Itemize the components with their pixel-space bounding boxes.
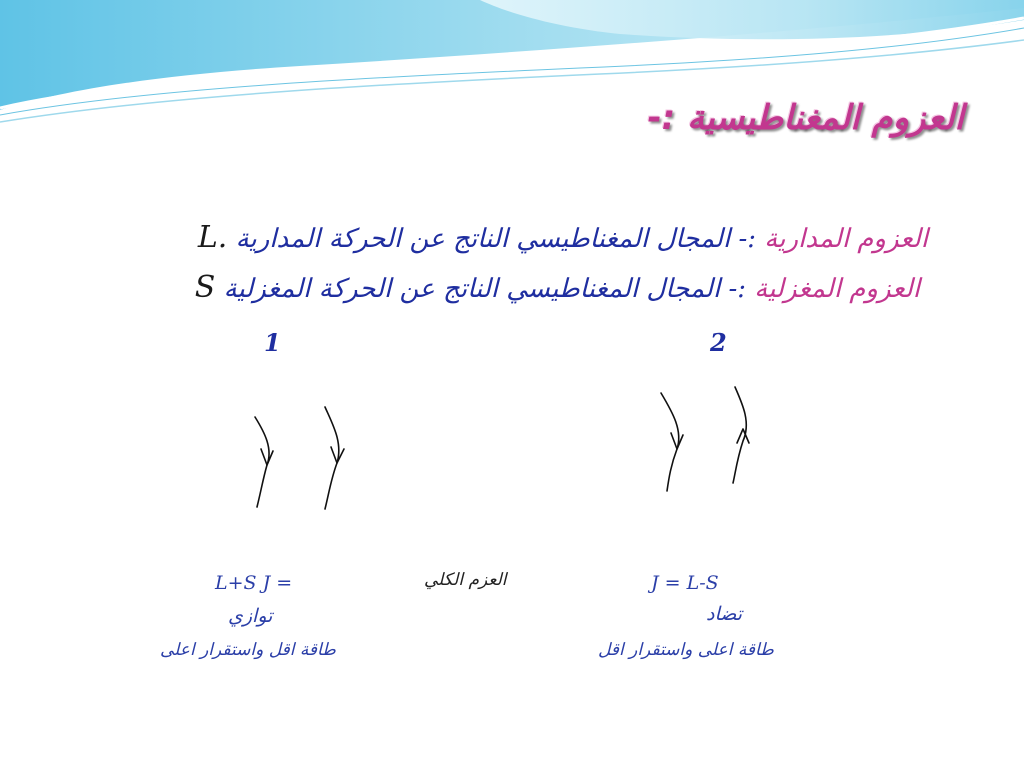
case1-equation: L+S J = xyxy=(215,572,293,594)
case2-label: 2 xyxy=(710,328,727,357)
slide-title: العزوم المغناطيسية :- xyxy=(647,98,964,138)
spin-separator: :- xyxy=(728,274,755,304)
case2-relation: تضاد xyxy=(706,603,743,625)
orbital-term: العزوم المدارية xyxy=(764,224,928,254)
spin-arrow-case1 xyxy=(325,407,339,509)
case1-relation: توازي xyxy=(228,605,273,627)
spin-arrow-head-case1 xyxy=(331,447,344,463)
orbital-moment-definition xyxy=(60,220,928,255)
spin-symbol: S xyxy=(194,270,216,305)
spin-orbit-diagram xyxy=(229,383,771,528)
orbital-separator: :- xyxy=(738,224,765,254)
case1-energy: طاقة اقل واستقرار اعلى xyxy=(160,640,336,660)
case1-label: 1 xyxy=(264,328,281,357)
orbital-description: المجال المغناطيسي الناتج عن الحركة المدارية xyxy=(235,224,731,254)
spin-orbit-arrows xyxy=(229,383,771,528)
orbital-arrow-case1 xyxy=(255,417,269,507)
spin-description: المجال المغناطيسي الناتج عن الحركة المغزلية xyxy=(223,274,721,304)
orbital-arrow-case2 xyxy=(661,393,679,491)
case2-equation: J = L-S xyxy=(651,572,719,594)
total-moment-label: العزم الكلي xyxy=(424,570,507,590)
orbital-symbol: L. xyxy=(197,220,228,255)
case2-energy: طاقة اعلى واستقرار اقل xyxy=(598,640,774,660)
spin-moment-definition xyxy=(60,270,920,305)
spin-term: العزوم المغزلية xyxy=(754,274,920,304)
